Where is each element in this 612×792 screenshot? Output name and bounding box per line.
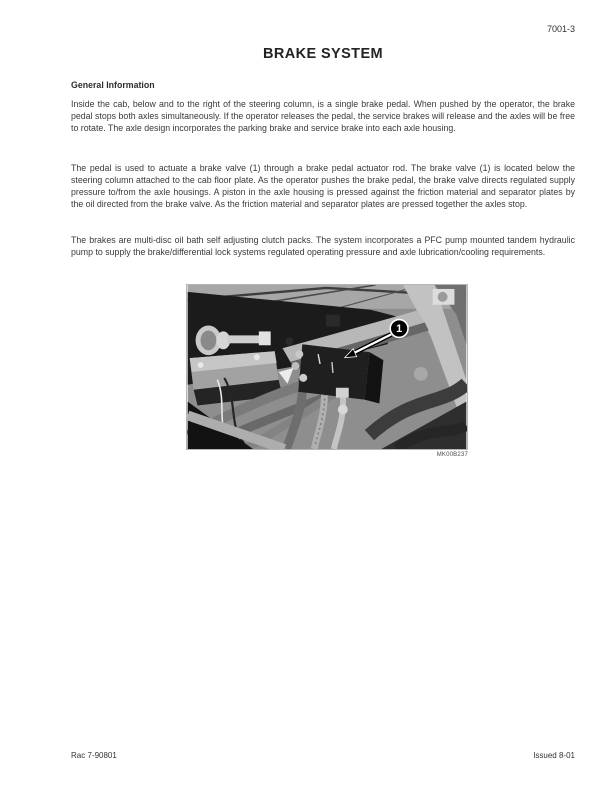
page-title: BRAKE SYSTEM	[262, 46, 383, 62]
machinery-photo	[186, 284, 468, 450]
paragraph-brake-valve: The pedal is used to actuate a brake valve (1) through a brake pedal actuator rod. The brake valve (1) is located below the steering column attached to the cab floor plate. As the operator pushes the brake pedal, the brake valve directs regulated supply pressure to/from the axle housings. A piston in the axle housing is pressed against the friction material and separator plates by the oil directed from the brake valve. As the friction material and separator plates are pressed together the axles stop.	[71, 163, 575, 209]
page-code: 7001-3	[546, 24, 575, 34]
figure-caption: MK00B237	[436, 452, 468, 458]
callout-1-label: 1	[396, 323, 403, 336]
figure-brake-valve-photo	[186, 284, 468, 459]
paragraph-general-info-1: Inside the cab, below and to the right of the steering column, is a single brake pedal. When pushed by the operator, the brake pedal stops both axles simultaneously. If the operator releases the pedal, the service brakes will release and the axles will be free to rotate. The axle design incorporates the parking brake and service brake into each axle housing.	[71, 99, 575, 133]
page-footer	[71, 751, 575, 760]
footer-issued-date: Issued 8-01	[533, 751, 575, 760]
callout-1-badge	[390, 320, 408, 338]
section-heading: General Information	[71, 80, 155, 90]
paragraph-clutch-packs: The brakes are multi-disc oil bath self adjusting clutch packs. The system incorporates a PFC pump mounted tandem hydraulic pump to supply the brake/differential lock systems regulated operating pressure and axle lubrication/cooling requirements.	[71, 235, 575, 257]
footer-document-code: Rac 7-90801	[71, 751, 117, 760]
